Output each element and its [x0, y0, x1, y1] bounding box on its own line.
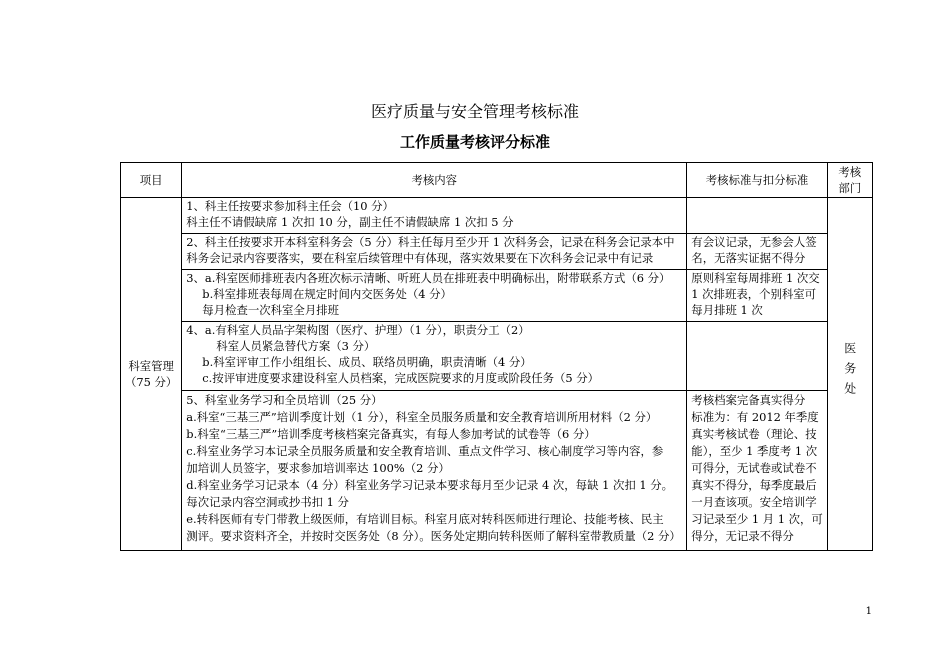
table-row [121, 234, 873, 270]
table-row [121, 322, 873, 391]
row-5-std-3: 真实考核试卷（理论、技 [691, 427, 817, 441]
row-2-line-1: 2、科主任按要求开本科室科务会（5 分）科主任每月至少开 1 次科务会，记录在科务会记录本中 [186, 235, 675, 249]
department-name: 医务处 [842, 342, 857, 402]
row-3-line-1: 3、a.科室医师排班表内各班次标示清晰、听班人员在排班表中明确标出，附带联系方式（6 分） [186, 271, 671, 285]
row-3-line-2: b.科室排班表每周在规定时间内交医务处（4 分） [202, 287, 452, 301]
table-row [121, 270, 873, 322]
row-3-content [182, 270, 687, 322]
document-subtitle: 工作质量考核评分标准 [399, 133, 550, 151]
header-content: 考核内容 [182, 163, 687, 198]
row-5-std-6: 真实不得分，每季度最后 [691, 478, 817, 492]
table-row [121, 391, 873, 551]
row-5-std-9: 得分，无记录不得分 [691, 529, 794, 543]
row-5-line-5: 加培训人员签字，要求参加培训率达 100%（2 分） [186, 461, 450, 475]
row-4-line-3: b.科室评审工作小组组长、成员、联络员明确，职责清晰（4 分） [202, 355, 532, 369]
row-3-std-2: 1 次排班表，个别科室可 [691, 287, 817, 301]
row-4-content [182, 322, 687, 391]
document-title: 医疗质量与安全管理考核标准 [370, 102, 579, 121]
row-5-line-9: 测评。要求资料齐全，并按时交医务处（8 分）。医务处定期向转科医师了解科室带教质量（2 分） [186, 529, 681, 543]
row-2-line-2: 科务会记录内容要落实，要在科室后续管理中有体现，落实效果要在下次科务会记录中有记录 [186, 251, 654, 265]
category-name: 科室管理 [128, 359, 174, 373]
header-department [827, 163, 872, 198]
row-1-line-2: 科主任不请假缺席 1 次扣 10 分，副主任不请假缺席 1 次扣 5 分 [186, 215, 514, 229]
row-5-std-2: 标准为：有 2012 年季度 [691, 410, 819, 424]
table-row [121, 198, 873, 234]
header-dept-line1: 考核 [838, 165, 862, 179]
row-4-standard [687, 322, 828, 391]
row-4-line-1: 4、a.有科室人员品字架构图（医疗、护理）（1 分），职责分工（2） [186, 323, 530, 337]
header-dept-line2: 部门 [838, 181, 862, 195]
row-5-line-6: d.科室业务学习记录本（4 分）科室业务学习记录本要求每月至少记录 4 次，每缺 1 次扣 1 分。 [186, 478, 673, 492]
row-1-content [182, 198, 687, 234]
row-5-std-4: 能），至少 1 季度考 1 次 [691, 444, 818, 458]
row-5-line-2: a.科室“三基三严”培训季度计划（1 分），科室全员服务质量和安全教育培训所用材料（2 分） [186, 410, 658, 424]
assessment-table [120, 162, 873, 551]
row-5-line-8: e.转科医师有专门带教上级医师，有培训目标。科室月底对转科医师进行理论、技能考核、民主 [186, 512, 664, 526]
row-2-standard [687, 234, 828, 270]
header-standard: 考核标准与扣分标准 [687, 163, 828, 198]
row-2-std-1: 有会议记录，无参会人签 [691, 235, 817, 249]
row-1-line-1: 1、科主任按要求参加科主任会（10 分） [186, 199, 394, 213]
row-5-line-4: c.科室业务学习本记录全员服务质量和安全教育培训、重点文件学习、核心制度学习等内容，参 [186, 444, 664, 458]
row-5-std-8: 习记录至少 1 月 1 次，可 [691, 512, 823, 526]
row-5-line-7: 每次记录内容空洞或抄书扣 1 分 [186, 495, 349, 509]
row-4-line-4: c.按评审进度要求建设科室人员档案，完成医院要求的月度或阶段任务（5 分） [202, 371, 600, 385]
category-cell [121, 198, 182, 551]
category-score: （75 分） [125, 375, 178, 389]
row-2-content [182, 234, 687, 270]
department-cell [827, 198, 872, 551]
row-4-line-2: 科室人员紧急替代方案（3 分） [216, 339, 376, 353]
row-5-content [182, 391, 687, 551]
page-number: 1 [865, 606, 872, 617]
row-1-standard [687, 198, 828, 234]
row-5-std-5: 可得分，无试卷或试卷不 [691, 461, 817, 475]
row-2-std-2: 名，无落实证据不得分 [691, 251, 806, 265]
row-3-std-1: 原则科室每周排班 1 次交 [691, 271, 820, 285]
header-item: 项目 [121, 163, 182, 198]
row-3-std-3: 每月排班 1 次 [691, 303, 763, 317]
row-5-line-1: 5、科室业务学习和全员培训（25 分） [186, 393, 383, 407]
row-3-line-3: 每月检查一次科室全月排班 [202, 303, 339, 317]
table-header-row [121, 163, 873, 198]
row-5-std-1: 考核档案完备真实得分 [691, 393, 806, 407]
row-3-standard [687, 270, 828, 322]
row-5-standard [687, 391, 828, 551]
row-5-std-7: 一月查该项。安全培训学 [691, 495, 817, 509]
row-5-line-3: b.科室“三基三严”培训季度考核档案完备真实，有每人参加考试的试卷等（6 分） [186, 427, 596, 441]
